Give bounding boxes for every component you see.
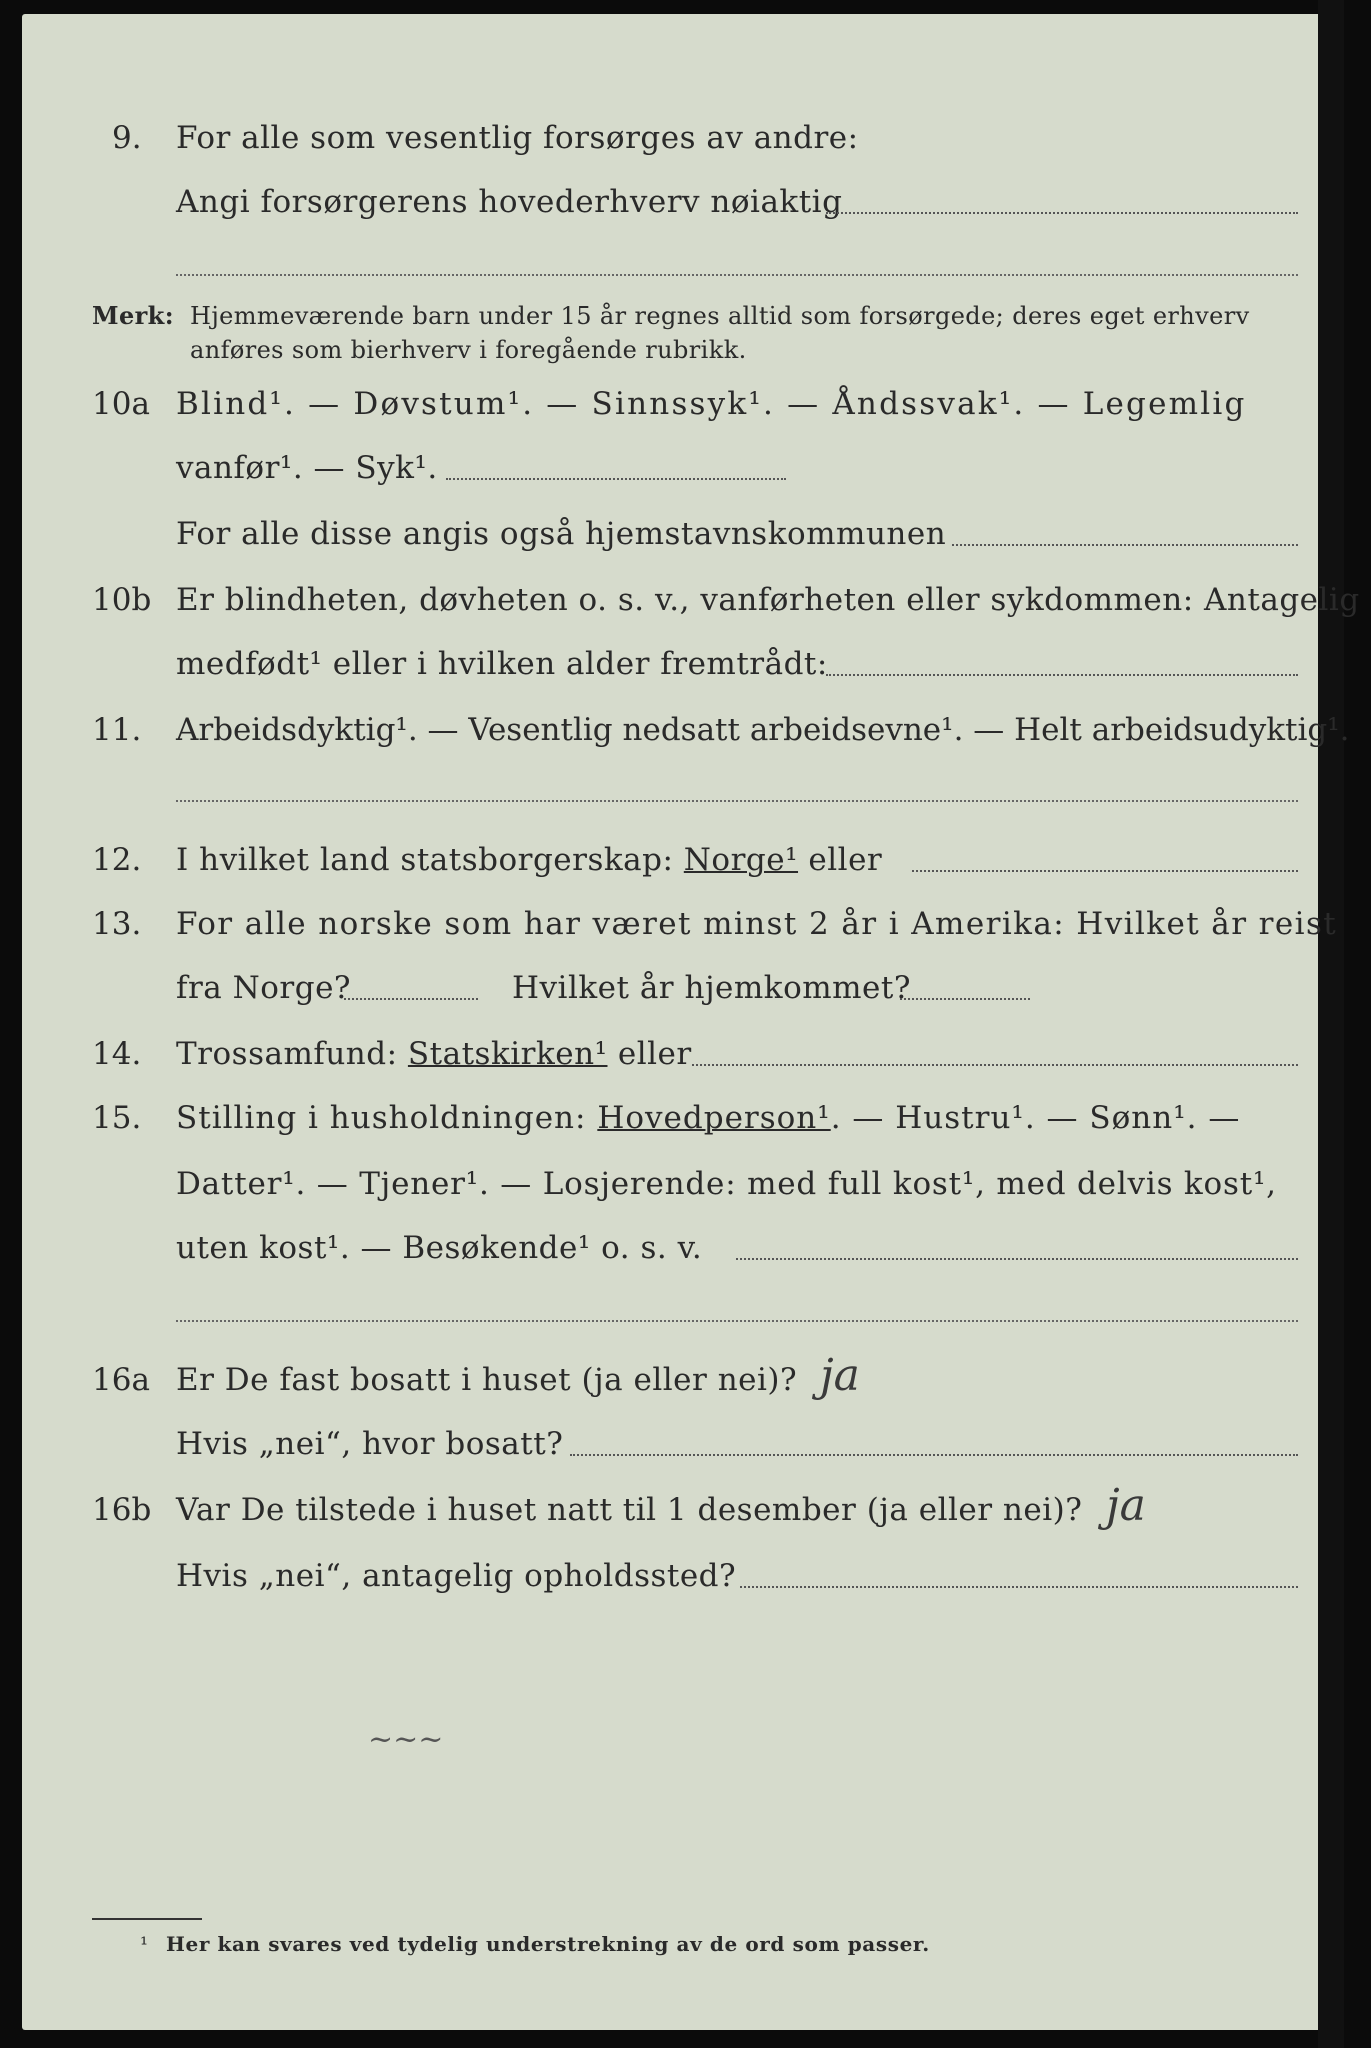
q15-answer-line-2[interactable] xyxy=(176,1320,1298,1322)
q12-number: 12. xyxy=(92,842,142,878)
q16b-handwritten-answer: ja xyxy=(1106,1480,1146,1531)
q12-line xyxy=(176,840,882,880)
q9-answer-line[interactable] xyxy=(826,212,1298,214)
q13-line2a: fra Norge? xyxy=(176,970,352,1006)
merk-line1: Hjemmeværende barn under 15 år regnes alltid som forsørgede; deres eget erhverv xyxy=(190,302,1250,330)
q10b-line2: medfødt¹ eller i hvilken alder fremtrådt: xyxy=(176,646,828,682)
q9-line2: Angi forsørgerens hovederhverv nøiaktig xyxy=(176,184,843,220)
q11-line1: Arbeidsdyktig¹. — Vesentlig nedsatt arbeidsevne¹. — Helt arbeidsudyktig¹. xyxy=(176,712,1350,748)
q15-question: Stilling i husholdningen: xyxy=(176,1100,587,1136)
q13-number: 13. xyxy=(92,906,142,942)
q16b-line1: Var De tilstede i huset natt til 1 desember (ja eller nei)? xyxy=(176,1492,1083,1528)
pencil-scribble: ~~~ xyxy=(368,1722,444,1757)
q15-options: . — Hustru¹. — Sønn¹. — xyxy=(830,1100,1241,1136)
q15-line3: uten kost¹. — Besøkende¹ o. s. v. xyxy=(176,1230,703,1266)
q15-answer-line[interactable] xyxy=(736,1258,1298,1260)
q16b-answer-line[interactable] xyxy=(740,1586,1298,1588)
q13-hjemkommet-line[interactable] xyxy=(900,998,1030,1000)
q12-answer-line[interactable] xyxy=(912,870,1298,872)
merk-label: Merk: xyxy=(92,301,174,330)
q14-number: 14. xyxy=(92,1036,142,1072)
q11-number: 11. xyxy=(92,712,142,748)
q16a-answer-line[interactable] xyxy=(570,1454,1298,1456)
q16b-line2: Hvis „nei“, antagelig opholdssted? xyxy=(176,1558,737,1594)
q13-line2b: Hvilket år hjemkommet? xyxy=(512,970,911,1006)
q14-eller: eller xyxy=(617,1036,692,1072)
q16b-number: 16b xyxy=(92,1492,152,1528)
q10b-line1: Er blindheten, døvheten o. s. v., vanførheten eller sykdommen: Antagelig xyxy=(176,582,1360,618)
q16a-line1: Er De fast bosatt i huset (ja eller nei)? xyxy=(176,1362,798,1398)
q13-reist-line[interactable] xyxy=(344,998,478,1000)
q10b-number: 10b xyxy=(92,582,152,618)
q10b-answer-line[interactable] xyxy=(826,674,1298,676)
q12-eller: eller xyxy=(808,842,883,878)
q14-question: Trossamfund: xyxy=(176,1036,398,1072)
q10a-line2: vanfør¹. — Syk¹. xyxy=(176,450,438,486)
q14-statskirken-option[interactable]: Statskirken¹ xyxy=(407,1036,608,1072)
q10a-answer-line[interactable] xyxy=(952,544,1298,546)
q14-line xyxy=(176,1034,692,1074)
merk-line2: anføres som bierhverv i foregående rubrikk. xyxy=(190,336,747,364)
q15-line2: Datter¹. — Tjener¹. — Losjerende: med full kost¹, med delvis kost¹, xyxy=(176,1166,1277,1202)
q15-number: 15. xyxy=(92,1100,142,1136)
q9-number: 9. xyxy=(112,120,142,156)
q15-line1 xyxy=(176,1098,1240,1138)
q15-hovedperson-option[interactable]: Hovedperson¹ xyxy=(597,1100,831,1136)
q16a-line2: Hvis „nei“, hvor bosatt? xyxy=(176,1426,564,1462)
footnote-rule xyxy=(92,1918,202,1920)
q10a-number: 10a xyxy=(92,386,150,422)
q14-answer-line[interactable] xyxy=(692,1064,1298,1066)
q12-question: I hvilket land statsborgerskap: xyxy=(176,842,674,878)
q16a-handwritten-answer: ja xyxy=(820,1350,860,1401)
q16a-number: 16a xyxy=(92,1362,150,1398)
q10a-syk-line[interactable] xyxy=(446,478,786,480)
q9-answer-line-2[interactable] xyxy=(176,274,1298,276)
q13-line1: For alle norske som har været minst 2 år i Amerika: Hvilket år reist xyxy=(176,906,1338,942)
footnote-mark: ¹ xyxy=(140,1932,149,1956)
q9-line1: For alle som vesentlig forsørges av andre: xyxy=(176,120,859,156)
q10a-line3: For alle disse angis også hjemstavnskommunen xyxy=(176,516,947,552)
q12-norge-option[interactable]: Norge¹ xyxy=(683,842,799,878)
q10a-line1: Blind¹. — Døvstum¹. — Sinnssyk¹. — Åndssvak¹. — Legemlig xyxy=(176,386,1247,422)
page-edge-shadow xyxy=(1318,0,1344,2048)
footnote-text: Her kan svares ved tydelig understrekning av de ord som passer. xyxy=(166,1932,930,1956)
q11-answer-line[interactable] xyxy=(176,800,1298,802)
